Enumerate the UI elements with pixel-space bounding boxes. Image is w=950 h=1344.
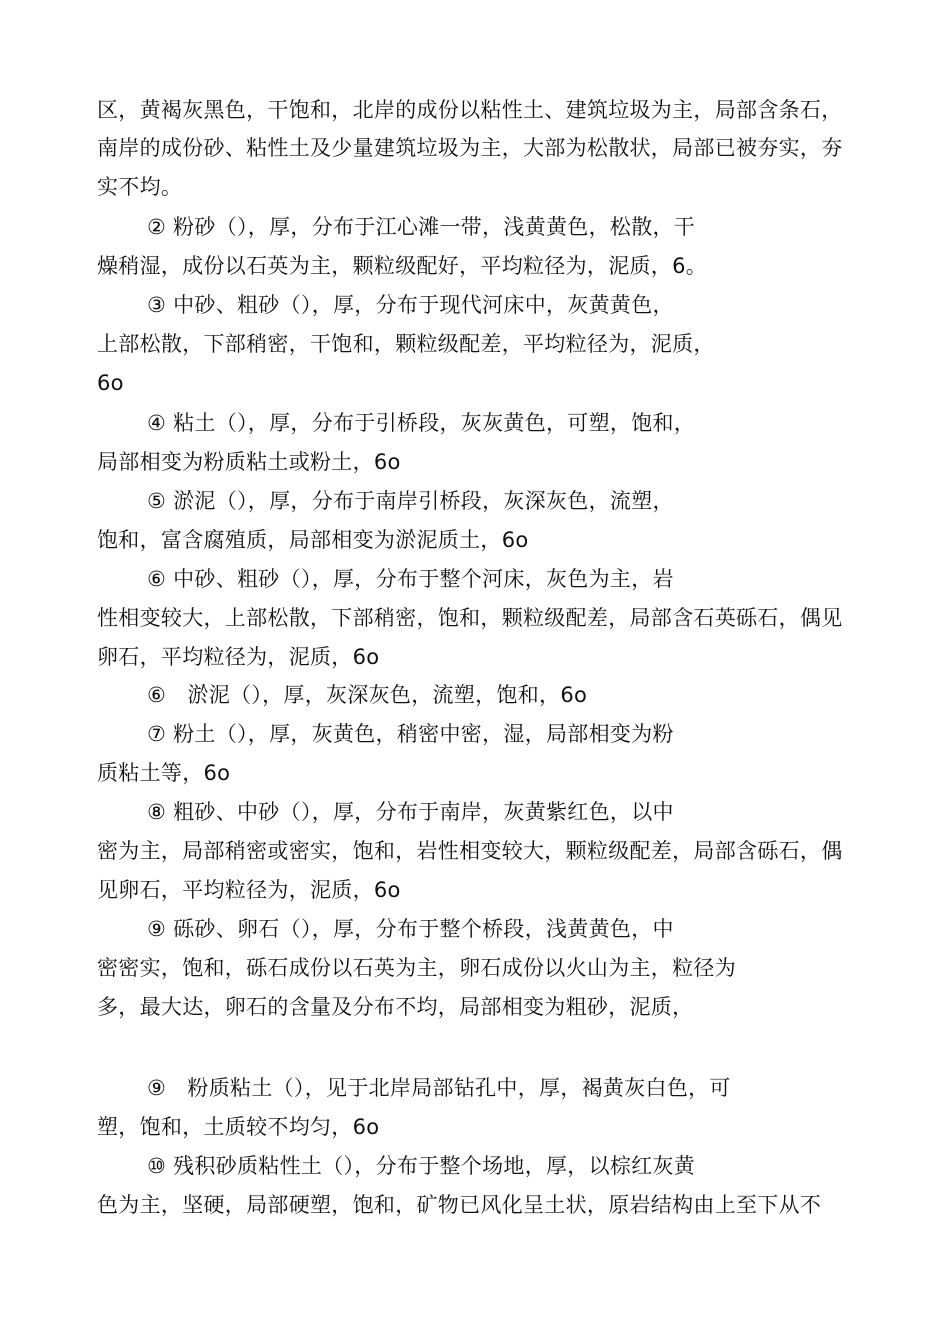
text-line: 密为主，局部稍密或密实，饱和，岩性相变较大，颗粒级配差，局部含砾石，偶 [97,839,843,863]
stratum-item-3: ③ 中砂、粗砂（），厚，分布于现代河床中，灰黄黄色， [147,293,674,317]
text-line: 6o [97,371,124,395]
text-line: 质粘土等，6o [97,761,231,785]
text-line: 卵石，平均粒径为，泥质，6o [97,645,380,669]
text-line: 局部相变为粉质粘土或粉土，6o [97,450,401,474]
text-line: 区，黄褐灰黑色，干饱和，北岸的成份以粘性土、建筑垃圾为主，局部含条石， [97,98,843,122]
stratum-item-9b: ⑨ 粉质粘土（），见于北岸局部钻孔中，厚，褐黄灰白色，可 [147,1076,731,1100]
text-line: 性相变较大，上部松散，下部稍密，饱和，颗粒级配差，局部含石英砾石，偶见 [97,606,843,630]
stratum-item-6: ⑥ 中砂、粗砂（），厚，分布于整个河床，灰色为主，岩 [147,567,674,591]
stratum-item-4: ④ 粘土（），厚，分布于引桥段，灰灰黄色，可塑，饱和， [147,411,696,435]
text-line: 塑，饱和，土质较不均匀，6o [97,1115,380,1139]
text-line: 多，最大达，卵石的含量及分布不均，局部相变为粗砂，泥质， [97,995,694,1019]
stratum-item-2: ② 粉砂（），厚，分布于江心滩一带，浅黄黄色，松散，干 [147,215,696,239]
text-line: 燥稍湿，成份以石英为主，颗粒级配好，平均粒径为，泥质，6。 [97,254,708,278]
text-line: 上部松散，下部稍密，干饱和，颗粒级配差，平均粒径为，泥质， [97,332,715,356]
stratum-item-6b: ⑥ 淤泥（），厚，灰深灰色，流塑，饱和，6o [147,683,588,707]
stratum-item-5: ⑤ 淤泥（），厚，分布于南岸引桥段，灰深灰色，流塑， [147,489,674,513]
text-line: 见卵石，平均粒径为，泥质，6o [97,878,401,902]
text-line: 南岸的成份砂、粘性土及少量建筑垃圾为主，大部为松散状，局部已被夯实，夯 [97,136,843,160]
text-line: 色为主，坚硬，局部硬塑，饱和，矿物已风化呈土状，原岩结构由上至下从不 [97,1193,822,1217]
stratum-item-10: ⑩ 残积砂质粘性土（），分布于整个场地，厚，以棕红灰黄 [147,1154,696,1178]
stratum-item-7: ⑦ 粉土（），厚，灰黄色，稍密中密，湿，局部相变为粉 [147,722,674,746]
text-line: 饱和，富含腐殖质，局部相变为淤泥质土，6o [97,528,529,552]
text-line: 密密实，饱和，砾石成份以石英为主，卵石成份以火山为主，粒径为 [97,956,736,980]
stratum-item-8: ⑧ 粗砂、中砂（），厚，分布于南岸，灰黄紫红色，以中 [147,800,674,824]
stratum-item-9: ⑨ 砾砂、卵石（），厚，分布于整个桥段，浅黄黄色，中 [147,917,674,941]
text-line: 实不均。 [97,175,183,199]
